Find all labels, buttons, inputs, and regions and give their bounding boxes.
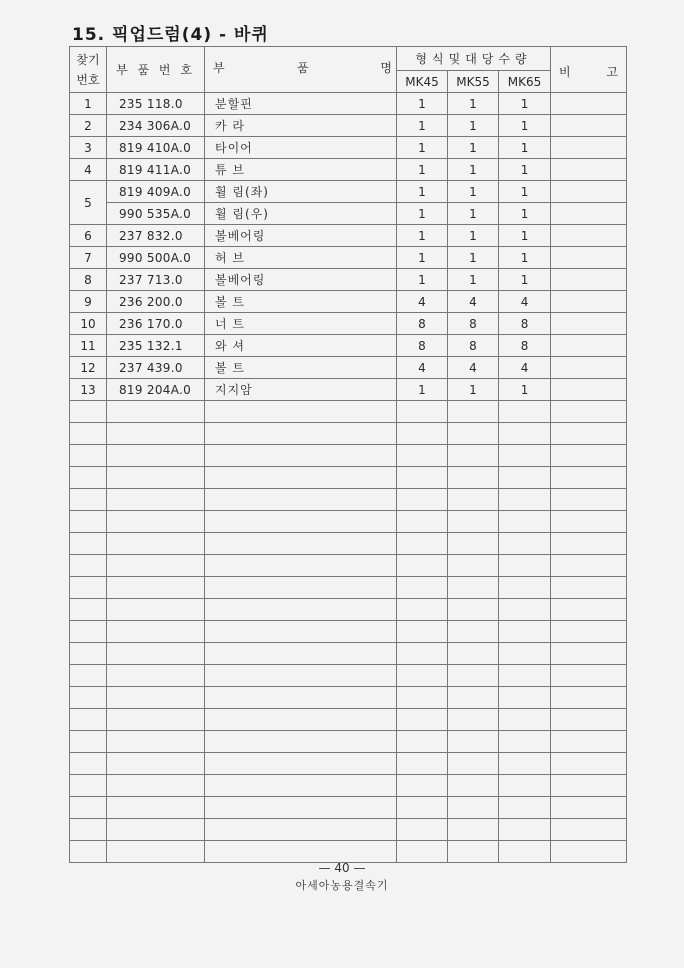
part-number: 819 409A.0 <box>107 181 205 203</box>
empty-cell <box>107 775 205 797</box>
header-model-mk65: MK65 <box>499 71 551 93</box>
empty-row <box>70 665 627 687</box>
note-cell <box>551 335 627 357</box>
empty-cell <box>448 489 499 511</box>
empty-cell <box>397 599 448 621</box>
empty-cell <box>205 841 397 863</box>
empty-row <box>70 819 627 841</box>
qty-mk45: 4 <box>397 357 448 379</box>
empty-cell <box>205 467 397 489</box>
qty-mk55: 8 <box>448 335 499 357</box>
header-find-number-line1: 찾기 <box>76 52 100 67</box>
qty-mk45: 1 <box>397 225 448 247</box>
empty-cell <box>107 423 205 445</box>
qty-mk65: 8 <box>499 313 551 335</box>
empty-cell <box>499 621 551 643</box>
qty-mk45: 1 <box>397 379 448 401</box>
table-row <box>70 313 627 335</box>
empty-cell <box>107 643 205 665</box>
qty-mk45: 1 <box>397 137 448 159</box>
empty-row <box>70 753 627 775</box>
empty-cell <box>551 709 627 731</box>
part-name: 튜 브 <box>205 159 397 181</box>
empty-cell <box>205 731 397 753</box>
empty-cell <box>397 819 448 841</box>
empty-cell <box>499 423 551 445</box>
find-number: 7 <box>70 247 107 269</box>
part-name: 와 셔 <box>205 335 397 357</box>
empty-cell <box>551 797 627 819</box>
empty-cell <box>205 643 397 665</box>
qty-mk45: 1 <box>397 93 448 115</box>
qty-mk65: 1 <box>499 115 551 137</box>
header-part-name-b: 품 <box>297 61 309 75</box>
page-number: — 40 — <box>318 861 366 875</box>
qty-mk45: 1 <box>397 247 448 269</box>
empty-cell <box>551 687 627 709</box>
empty-cell <box>205 621 397 643</box>
empty-cell <box>448 731 499 753</box>
table-row <box>70 203 627 225</box>
empty-cell <box>499 467 551 489</box>
empty-row <box>70 555 627 577</box>
qty-mk55: 1 <box>448 247 499 269</box>
empty-cell <box>499 753 551 775</box>
qty-mk45: 1 <box>397 159 448 181</box>
empty-cell <box>107 577 205 599</box>
part-number: 236 170.0 <box>107 313 205 335</box>
header-note-a: 비 <box>559 65 571 79</box>
empty-cell <box>448 643 499 665</box>
table-row <box>70 269 627 291</box>
qty-mk45: 1 <box>397 203 448 225</box>
empty-cell <box>107 511 205 533</box>
empty-cell <box>70 819 107 841</box>
empty-cell <box>397 643 448 665</box>
qty-mk55: 1 <box>448 203 499 225</box>
empty-cell <box>551 841 627 863</box>
part-number: 236 200.0 <box>107 291 205 313</box>
empty-cell <box>107 841 205 863</box>
empty-cell <box>70 467 107 489</box>
qty-mk65: 1 <box>499 379 551 401</box>
empty-cell <box>107 731 205 753</box>
empty-cell <box>70 643 107 665</box>
table-row <box>70 159 627 181</box>
empty-cell <box>448 665 499 687</box>
empty-cell <box>397 621 448 643</box>
qty-mk65: 1 <box>499 181 551 203</box>
empty-cell <box>205 533 397 555</box>
empty-cell <box>448 819 499 841</box>
part-number: 234 306A.0 <box>107 115 205 137</box>
qty-mk55: 4 <box>448 291 499 313</box>
note-cell <box>551 247 627 269</box>
part-number: 990 535A.0 <box>107 203 205 225</box>
empty-cell <box>107 401 205 423</box>
empty-cell <box>205 819 397 841</box>
empty-cell <box>551 577 627 599</box>
empty-cell <box>107 599 205 621</box>
qty-mk55: 1 <box>448 269 499 291</box>
empty-cell <box>397 555 448 577</box>
part-number: 819 204A.0 <box>107 379 205 401</box>
empty-cell <box>107 665 205 687</box>
find-number: 11 <box>70 335 107 357</box>
note-cell <box>551 93 627 115</box>
empty-cell <box>499 489 551 511</box>
header-part-number: 부 품 번 호 <box>107 47 205 93</box>
empty-row <box>70 709 627 731</box>
part-number: 235 118.0 <box>107 93 205 115</box>
find-number: 10 <box>70 313 107 335</box>
table-row <box>70 93 627 115</box>
empty-row <box>70 511 627 533</box>
empty-cell <box>107 467 205 489</box>
empty-cell <box>551 665 627 687</box>
empty-cell <box>397 687 448 709</box>
empty-cell <box>551 401 627 423</box>
header-part-name <box>205 47 397 93</box>
find-number: 2 <box>70 115 107 137</box>
part-name: 너 트 <box>205 313 397 335</box>
qty-mk45: 1 <box>397 115 448 137</box>
part-number: 235 132.1 <box>107 335 205 357</box>
header-part-name-a: 부 <box>213 61 225 75</box>
empty-cell <box>499 577 551 599</box>
empty-cell <box>70 621 107 643</box>
find-number: 4 <box>70 159 107 181</box>
table-row <box>70 137 627 159</box>
empty-cell <box>551 775 627 797</box>
empty-cell <box>397 753 448 775</box>
empty-cell <box>205 753 397 775</box>
table-row <box>70 357 627 379</box>
note-cell <box>551 203 627 225</box>
qty-mk55: 1 <box>448 181 499 203</box>
qty-mk45: 1 <box>397 269 448 291</box>
qty-mk55: 1 <box>448 137 499 159</box>
table-row <box>70 181 627 203</box>
find-number: 6 <box>70 225 107 247</box>
empty-cell <box>397 401 448 423</box>
empty-cell <box>448 467 499 489</box>
empty-cell <box>70 753 107 775</box>
empty-cell <box>107 489 205 511</box>
empty-cell <box>107 709 205 731</box>
empty-row <box>70 599 627 621</box>
empty-row <box>70 841 627 863</box>
empty-cell <box>499 819 551 841</box>
table-row <box>70 247 627 269</box>
note-cell <box>551 269 627 291</box>
qty-mk45: 8 <box>397 335 448 357</box>
part-name: 타이어 <box>205 137 397 159</box>
empty-cell <box>499 665 551 687</box>
empty-cell <box>448 621 499 643</box>
find-number: 3 <box>70 137 107 159</box>
empty-row <box>70 533 627 555</box>
part-name: 볼베어링 <box>205 225 397 247</box>
part-number: 990 500A.0 <box>107 247 205 269</box>
empty-cell <box>70 709 107 731</box>
empty-cell <box>70 665 107 687</box>
empty-cell <box>551 445 627 467</box>
empty-cell <box>70 577 107 599</box>
empty-cell <box>448 511 499 533</box>
header-note <box>551 47 627 93</box>
empty-cell <box>107 797 205 819</box>
empty-cell <box>205 423 397 445</box>
empty-cell <box>397 511 448 533</box>
header-find-number-line2: 번호 <box>76 72 100 87</box>
qty-mk45: 8 <box>397 313 448 335</box>
empty-cell <box>107 533 205 555</box>
empty-cell <box>551 731 627 753</box>
empty-cell <box>70 775 107 797</box>
empty-row <box>70 467 627 489</box>
empty-cell <box>205 555 397 577</box>
empty-cell <box>70 731 107 753</box>
empty-cell <box>107 753 205 775</box>
part-name: 카 라 <box>205 115 397 137</box>
empty-cell <box>448 797 499 819</box>
parts-table <box>69 46 627 863</box>
empty-cell <box>397 489 448 511</box>
empty-cell <box>551 819 627 841</box>
empty-cell <box>205 687 397 709</box>
header-quantity-group: 형식및대당수량 <box>397 47 551 71</box>
find-number: 12 <box>70 357 107 379</box>
header-model-mk55: MK55 <box>448 71 499 93</box>
empty-cell <box>205 401 397 423</box>
table-row <box>70 379 627 401</box>
empty-cell <box>397 577 448 599</box>
empty-cell <box>397 775 448 797</box>
part-name: 휠 림(좌) <box>205 181 397 203</box>
empty-cell <box>551 599 627 621</box>
table-row <box>70 291 627 313</box>
find-number: 13 <box>70 379 107 401</box>
header-note-b: 고 <box>606 65 619 79</box>
note-cell <box>551 225 627 247</box>
empty-cell <box>205 489 397 511</box>
empty-cell <box>205 511 397 533</box>
qty-mk55: 1 <box>448 115 499 137</box>
empty-cell <box>551 533 627 555</box>
qty-mk65: 1 <box>499 93 551 115</box>
page-title: 15. 픽업드럼(4) - 바퀴 <box>72 25 269 45</box>
table-row <box>70 335 627 357</box>
empty-cell <box>448 533 499 555</box>
empty-cell <box>397 797 448 819</box>
part-name: 지지암 <box>205 379 397 401</box>
empty-cell <box>448 753 499 775</box>
part-name: 볼 트 <box>205 357 397 379</box>
note-cell <box>551 291 627 313</box>
empty-cell <box>499 643 551 665</box>
qty-mk45: 1 <box>397 181 448 203</box>
empty-cell <box>499 709 551 731</box>
empty-cell <box>499 401 551 423</box>
empty-cell <box>397 709 448 731</box>
qty-mk65: 1 <box>499 203 551 225</box>
qty-mk65: 1 <box>499 247 551 269</box>
part-name: 볼 트 <box>205 291 397 313</box>
table-row <box>70 115 627 137</box>
empty-cell <box>448 841 499 863</box>
empty-cell <box>499 533 551 555</box>
empty-cell <box>448 687 499 709</box>
empty-row <box>70 797 627 819</box>
empty-cell <box>205 445 397 467</box>
empty-cell <box>397 423 448 445</box>
empty-cell <box>448 423 499 445</box>
part-name: 휠 림(우) <box>205 203 397 225</box>
empty-cell <box>448 445 499 467</box>
qty-mk55: 1 <box>448 379 499 401</box>
empty-cell <box>70 533 107 555</box>
table-row <box>70 225 627 247</box>
part-number: 819 411A.0 <box>107 159 205 181</box>
empty-row <box>70 731 627 753</box>
empty-cell <box>107 687 205 709</box>
part-number: 819 410A.0 <box>107 137 205 159</box>
empty-row <box>70 775 627 797</box>
empty-cell <box>70 445 107 467</box>
find-number: 8 <box>70 269 107 291</box>
empty-cell <box>205 599 397 621</box>
empty-cell <box>205 797 397 819</box>
empty-cell <box>499 511 551 533</box>
empty-cell <box>551 511 627 533</box>
empty-cell <box>397 731 448 753</box>
qty-mk55: 8 <box>448 313 499 335</box>
empty-cell <box>70 797 107 819</box>
note-cell <box>551 379 627 401</box>
part-number: 237 439.0 <box>107 357 205 379</box>
header-find-number <box>70 47 107 93</box>
qty-mk65: 1 <box>499 225 551 247</box>
note-cell <box>551 137 627 159</box>
qty-mk65: 4 <box>499 357 551 379</box>
empty-cell <box>499 731 551 753</box>
empty-cell <box>107 621 205 643</box>
note-cell <box>551 159 627 181</box>
empty-cell <box>499 687 551 709</box>
empty-cell <box>499 555 551 577</box>
empty-cell <box>551 423 627 445</box>
empty-cell <box>499 797 551 819</box>
empty-cell <box>397 445 448 467</box>
empty-cell <box>499 599 551 621</box>
empty-cell <box>448 577 499 599</box>
empty-cell <box>70 599 107 621</box>
empty-cell <box>107 555 205 577</box>
empty-cell <box>551 621 627 643</box>
empty-cell <box>499 445 551 467</box>
part-name: 볼베어링 <box>205 269 397 291</box>
qty-mk45: 4 <box>397 291 448 313</box>
note-cell <box>551 313 627 335</box>
empty-cell <box>551 489 627 511</box>
empty-cell <box>70 687 107 709</box>
part-name: 분할핀 <box>205 93 397 115</box>
empty-row <box>70 577 627 599</box>
qty-mk65: 8 <box>499 335 551 357</box>
qty-mk65: 4 <box>499 291 551 313</box>
empty-cell <box>70 423 107 445</box>
empty-row <box>70 489 627 511</box>
empty-cell <box>205 577 397 599</box>
empty-cell <box>551 467 627 489</box>
qty-mk55: 1 <box>448 159 499 181</box>
empty-cell <box>70 555 107 577</box>
empty-cell <box>551 555 627 577</box>
empty-cell <box>397 533 448 555</box>
empty-row <box>70 445 627 467</box>
empty-cell <box>499 841 551 863</box>
part-number: 237 832.0 <box>107 225 205 247</box>
empty-cell <box>397 841 448 863</box>
empty-cell <box>551 643 627 665</box>
empty-cell <box>448 709 499 731</box>
empty-row <box>70 621 627 643</box>
company-name: 아세아농용결속기 <box>295 879 389 892</box>
find-number: 1 <box>70 93 107 115</box>
qty-mk55: 1 <box>448 225 499 247</box>
empty-row <box>70 401 627 423</box>
empty-cell <box>448 599 499 621</box>
qty-mk65: 1 <box>499 137 551 159</box>
find-number: 9 <box>70 291 107 313</box>
part-number: 237 713.0 <box>107 269 205 291</box>
note-cell <box>551 115 627 137</box>
qty-mk55: 1 <box>448 93 499 115</box>
empty-cell <box>448 401 499 423</box>
empty-cell <box>205 775 397 797</box>
empty-row <box>70 423 627 445</box>
empty-cell <box>70 511 107 533</box>
empty-cell <box>70 841 107 863</box>
empty-cell <box>70 489 107 511</box>
empty-cell <box>397 467 448 489</box>
find-number: 5 <box>70 181 107 225</box>
qty-mk55: 4 <box>448 357 499 379</box>
part-name: 허 브 <box>205 247 397 269</box>
empty-cell <box>397 665 448 687</box>
empty-cell <box>107 445 205 467</box>
empty-row <box>70 643 627 665</box>
qty-mk65: 1 <box>499 269 551 291</box>
header-model-mk45: MK45 <box>397 71 448 93</box>
empty-row <box>70 687 627 709</box>
header-part-name-c: 명 <box>380 61 392 75</box>
empty-cell <box>448 775 499 797</box>
note-cell <box>551 181 627 203</box>
empty-cell <box>551 753 627 775</box>
empty-cell <box>205 665 397 687</box>
note-cell <box>551 357 627 379</box>
empty-cell <box>205 709 397 731</box>
empty-cell <box>107 819 205 841</box>
qty-mk65: 1 <box>499 159 551 181</box>
empty-cell <box>70 401 107 423</box>
empty-cell <box>448 555 499 577</box>
empty-cell <box>499 775 551 797</box>
